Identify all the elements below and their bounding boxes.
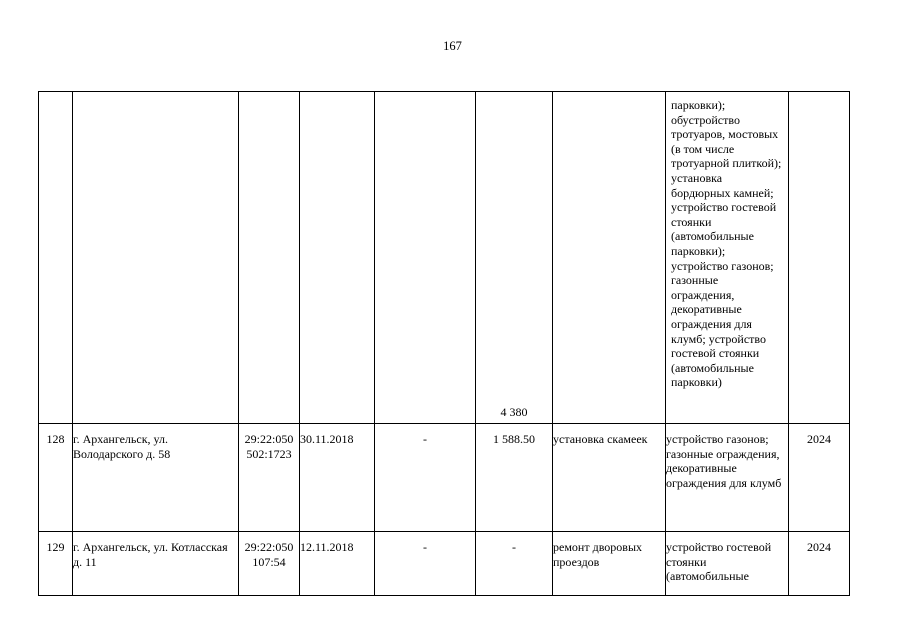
additional-works: устройство гостевой стоянки (автомобильные	[666, 532, 789, 596]
cell-additional-works	[666, 92, 789, 424]
cell-cadastral	[239, 92, 300, 424]
cell-sum	[476, 92, 553, 424]
table-row	[39, 424, 850, 532]
cell-date	[300, 92, 375, 424]
date: 30.11.2018	[300, 424, 375, 532]
dash-value: -	[375, 424, 476, 532]
row-number: 129	[39, 532, 73, 596]
page-number: 167	[443, 39, 462, 53]
cell-year	[789, 92, 850, 424]
year: 2024	[789, 532, 850, 596]
year: 2024	[789, 424, 850, 532]
cadastral-number: 29:22:050 107:54	[239, 532, 300, 596]
date: 12.11.2018	[300, 532, 375, 596]
cadastral-number: 29:22:050 502:1723	[239, 424, 300, 532]
address: г. Архангельск, ул. Володарского д. 58	[73, 424, 239, 532]
sum-value: 4 380	[500, 405, 528, 420]
table-row-continuation	[39, 92, 850, 424]
min-works: установка скамеек	[553, 424, 666, 532]
cell-min-works	[553, 92, 666, 424]
cell-num	[39, 92, 73, 424]
cell-address	[73, 92, 239, 424]
sum-value: 1 588.50	[476, 424, 553, 532]
additional-works-text: парковки); обустройство тротуаров, мостовых (в том числе тротуарной плиткой); установка бордюрных камней; устройство гостевой стоянки (автомобильные парковки); устройство газонов; газонные ограждения, декоративные ограждения для клумб; устройство гостевой стоянки (автомобильные парковки)	[671, 98, 782, 390]
additional-works: устройство газонов; газонные ограждения, декоративные ограждения для клумб	[666, 424, 789, 532]
min-works: ремонт дворовых проездов	[553, 532, 666, 596]
row-number: 128	[39, 424, 73, 532]
sum-value: -	[476, 532, 553, 596]
cell-dash	[375, 92, 476, 424]
address: г. Архангельск, ул. Котласская д. 11	[73, 532, 239, 596]
table-row	[39, 532, 850, 596]
registry-table	[38, 91, 850, 596]
dash-value: -	[375, 532, 476, 596]
